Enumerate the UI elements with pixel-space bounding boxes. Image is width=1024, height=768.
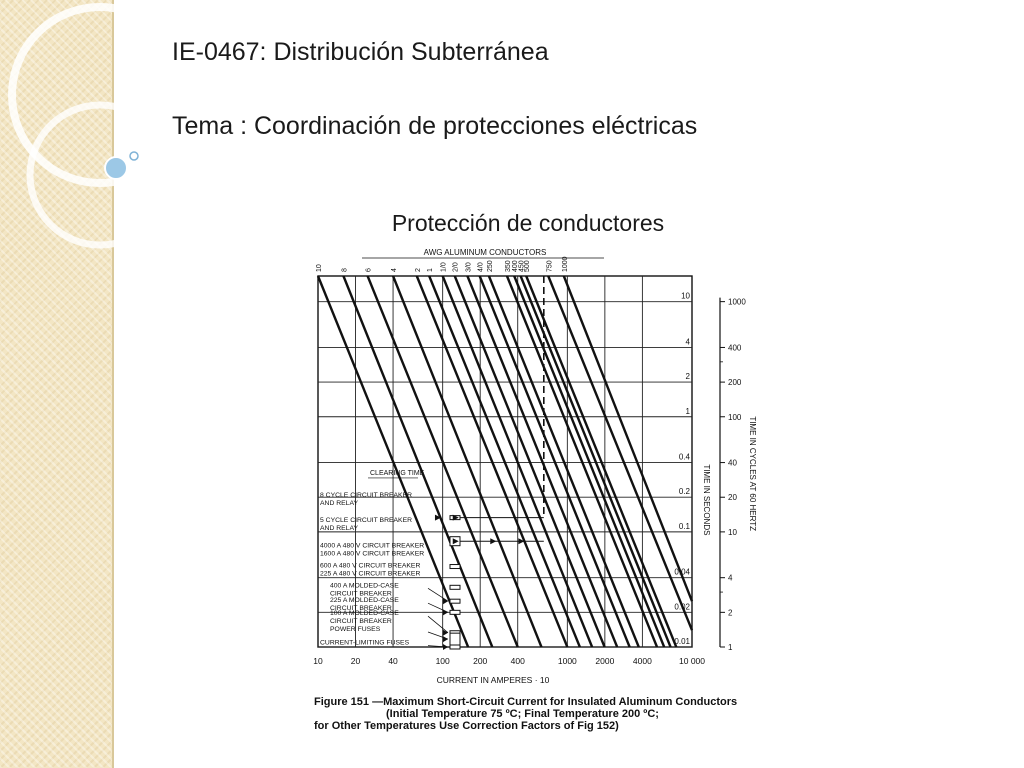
- y-left-axis-label: TIME IN SECONDS: [702, 464, 711, 536]
- clearing-item-label: 5 CYCLE CIRCUIT BREAKER: [320, 516, 413, 524]
- clearing-pointer-head: [443, 636, 448, 642]
- deco-ring-outer: [12, 7, 188, 183]
- conductor-size-label: 1: [427, 268, 435, 272]
- conductor-curve: [393, 276, 541, 647]
- caption-line-2: (Initial Temperature 75 ºC; Final Temperature 200 ºC;: [386, 708, 659, 720]
- conductor-size-label: 350: [504, 260, 512, 272]
- figure-caption: [314, 696, 754, 732]
- clearing-time-bar: [450, 610, 460, 614]
- conductor-size-label: 2/0: [452, 262, 460, 272]
- conductor-curve: [548, 276, 692, 630]
- clearing-pointer: [428, 616, 448, 632]
- clearing-pointer-head: [443, 598, 448, 604]
- clearing-pointer-head: [443, 644, 448, 650]
- clearing-time-bar: [450, 565, 460, 569]
- y-right-tick-label: 10: [728, 527, 737, 537]
- conductor-curve: [526, 276, 676, 647]
- clearing-item-label: 4000 A 480 V CIRCUIT BREAKER: [320, 542, 425, 550]
- clearing-time-bar: [450, 599, 460, 603]
- conductor-size-label: 250: [486, 260, 494, 272]
- y-right-tick-label: 400: [728, 343, 742, 353]
- y-left-tick-label: 0.02: [674, 602, 690, 612]
- y-right-tick-label: 2: [728, 608, 733, 618]
- clearing-item-label: CURRENT-LIMITING FUSES: [320, 639, 410, 647]
- conductor-curve: [429, 276, 580, 647]
- clearing-item-label: 400 A MOLDED-CASE: [330, 582, 399, 590]
- y-right-tick-label: 200: [728, 378, 742, 388]
- conductor-size-label: 450: [518, 260, 526, 272]
- y-left-tick-label: 1: [685, 406, 690, 416]
- conductor-curve: [480, 276, 630, 647]
- x-tick-label: 4000: [632, 656, 652, 666]
- y-left-tick-label: 0.04: [674, 567, 690, 577]
- deco-bubble-small: [130, 152, 138, 160]
- x-tick-label: 20: [350, 656, 361, 666]
- short-circuit-chart: [300, 244, 770, 694]
- clearing-item-label: 1600 A 480 V CIRCUIT BREAKER: [320, 550, 425, 558]
- y-right-tick-label: 1000: [728, 297, 746, 307]
- y-left-tick-label: 0.01: [674, 637, 690, 646]
- conductor-size-label: 10: [316, 264, 323, 272]
- y-right-axis-label: TIME IN CYCLES AT 60 HERTZ: [748, 416, 757, 532]
- conductor-size-label: 400: [512, 260, 520, 272]
- conductor-curve: [564, 276, 692, 601]
- clearing-pointer-head: [443, 609, 448, 615]
- clearing-item-label: CIRCUIT BREAKER: [330, 618, 392, 626]
- y-left-tick-label: 0.4: [678, 452, 690, 462]
- y-right-tick-label: 4: [728, 573, 733, 583]
- conductor-curve: [489, 276, 639, 647]
- x-tick-label: 400: [510, 656, 525, 666]
- conductor-size-label: 750: [546, 260, 554, 272]
- conductor-size-label: 6: [365, 268, 373, 272]
- conductor-size-label: 3/0: [465, 262, 473, 272]
- x-tick-label: 10 000: [679, 656, 705, 666]
- clearing-item-label: CIRCUIT BREAKER: [330, 590, 392, 598]
- x-tick-label: 1000: [557, 656, 577, 666]
- y-right-tick-label: 100: [728, 412, 742, 422]
- conductor-size-label: 8: [341, 268, 349, 272]
- x-tick-label: 10: [313, 656, 323, 666]
- y-right-tick-label: 20: [728, 493, 737, 503]
- conductor-size-label: 1/0: [440, 262, 448, 272]
- clearing-item-label: AND RELAY: [320, 524, 359, 532]
- clearing-item-label: 100 A MOLDED-CASE: [330, 610, 399, 618]
- x-tick-label: 100: [435, 656, 450, 666]
- clearing-item-label: 8 CYCLE CIRCUIT BREAKER: [320, 492, 413, 500]
- clearing-time-bar: [450, 645, 460, 649]
- clearing-time-bar: [450, 585, 460, 589]
- clearing-item-label: AND RELAY: [320, 500, 359, 508]
- clearing-time-heading: CLEARING TIME: [370, 469, 425, 477]
- slide-title: IE-0467: Distribución Subterránea: [172, 38, 549, 66]
- conductor-size-label: 500: [524, 260, 532, 272]
- y-left-tick-label: 0.1: [678, 521, 690, 531]
- conductor-size-label: 2: [414, 268, 422, 272]
- slide-subtitle: Protección de conductores: [391, 210, 665, 236]
- clearing-item-label: 225 A 480 V CIRCUIT BREAKER: [320, 570, 421, 578]
- slide-topic: Tema : Coordinación de protecciones eléctricas: [172, 112, 698, 140]
- clearing-time-arrow: [490, 538, 496, 544]
- conductor-size-label: 4/0: [477, 262, 485, 272]
- x-tick-label: 40: [388, 656, 398, 666]
- y-right-tick-label: 40: [728, 458, 737, 468]
- chart-title: AWG ALUMINUM CONDUCTORS: [423, 248, 547, 257]
- caption-line-1: Figure 151 —Maximum Short-Circuit Current for Insulated Aluminum Conductors: [314, 696, 738, 708]
- y-left-tick-label: 2: [685, 372, 690, 382]
- clearing-item-label: 600 A 480 V CIRCUIT BREAKER: [320, 562, 421, 570]
- x-tick-label: 2000: [595, 656, 615, 666]
- y-left-tick-label: 4: [685, 337, 690, 347]
- deco-bubble-large: [105, 157, 127, 179]
- clearing-item-label: 225 A MOLDED-CASE: [330, 597, 399, 605]
- conductor-size-label: 4: [391, 268, 399, 272]
- conductor-curve: [417, 276, 568, 647]
- y-left-tick-label: 0.2: [678, 487, 690, 497]
- conductor-curve: [514, 276, 664, 647]
- y-right-tick-label: 1: [728, 643, 733, 652]
- y-left-tick-label: 10: [681, 291, 690, 301]
- conductor-size-label: 1000: [561, 256, 569, 272]
- caption-line-3: for Other Temperatures Use Correction Factors of Fig 152): [314, 720, 619, 732]
- clearing-item-label: POWER FUSES: [330, 625, 381, 633]
- x-axis-label: CURRENT IN AMPERES · 10: [436, 675, 550, 685]
- clearing-item-label: CIRCUIT BREAKER: [330, 605, 392, 613]
- clearing-time-bar: [450, 633, 460, 645]
- x-tick-label: 200: [473, 656, 488, 666]
